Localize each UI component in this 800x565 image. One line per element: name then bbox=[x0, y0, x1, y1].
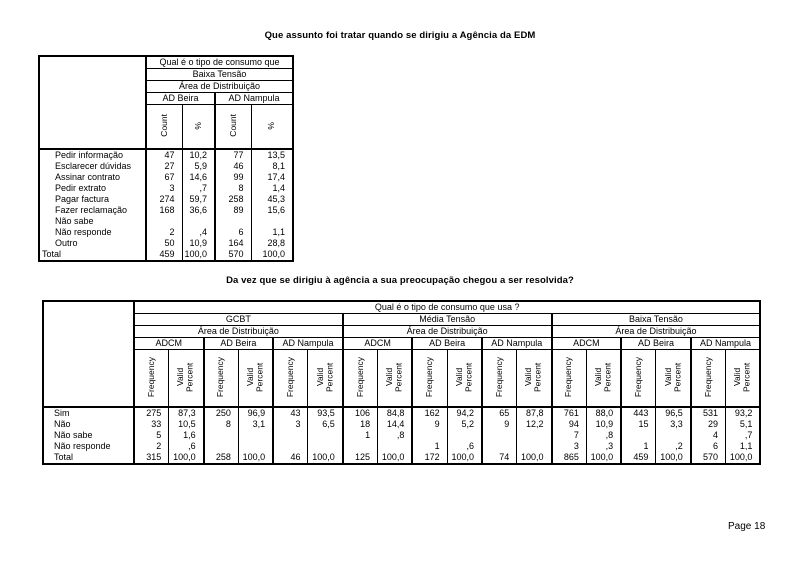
table-cell: 50 bbox=[146, 238, 182, 249]
table-cell bbox=[204, 441, 239, 452]
table-cell: 59,7 bbox=[182, 194, 215, 205]
rotated-label: Frequency bbox=[285, 356, 296, 397]
table-cell: 100,0 bbox=[169, 452, 204, 464]
rotated-label: Frequency bbox=[563, 356, 574, 397]
table-cell: 27 bbox=[146, 161, 182, 172]
table-cell: 99 bbox=[215, 172, 251, 183]
table-row bbox=[43, 430, 760, 441]
ad-header: AD Nampula bbox=[273, 338, 343, 350]
page-number: Page 18 bbox=[728, 521, 766, 532]
table-cell: 96,9 bbox=[238, 407, 273, 419]
tension-header: Média Tensão bbox=[343, 314, 552, 326]
table-cell: 93,5 bbox=[308, 407, 343, 419]
rotated-label: Valid Percent bbox=[175, 362, 195, 392]
row-label: Outro bbox=[55, 237, 78, 248]
table-cell bbox=[182, 216, 215, 227]
table-cell: 1 bbox=[343, 430, 378, 441]
row-label: Esclarecer dúvidas bbox=[55, 160, 132, 171]
table-cell: 459 bbox=[621, 452, 656, 464]
ad-header: AD Nampula bbox=[215, 93, 293, 105]
table-row bbox=[43, 441, 760, 452]
table-cell bbox=[412, 430, 447, 441]
measure-header bbox=[308, 350, 343, 407]
table-cell: 46 bbox=[273, 452, 308, 464]
table-cell: 3,3 bbox=[656, 419, 691, 430]
rotated-label: Frequency bbox=[145, 356, 156, 397]
rotated-label: Valid Percent bbox=[593, 362, 613, 392]
table1 bbox=[38, 55, 294, 262]
table-cell: 3 bbox=[273, 419, 308, 430]
table-cell: 100,0 bbox=[251, 249, 293, 261]
rotated-label: Frequency bbox=[633, 356, 644, 397]
table-row bbox=[39, 249, 293, 261]
table2 bbox=[42, 300, 761, 465]
rotated-label: Valid Percent bbox=[523, 362, 543, 392]
rotated-label: Valid Percent bbox=[453, 362, 474, 392]
table-cell: 125 bbox=[343, 452, 378, 464]
rotated-label: Frequency bbox=[702, 356, 713, 397]
row-label: Pagar factura bbox=[55, 193, 110, 204]
table-cell: 2 bbox=[146, 227, 182, 238]
table-row bbox=[39, 216, 293, 227]
table-cell: 36,6 bbox=[182, 205, 215, 216]
measure-header bbox=[146, 105, 182, 149]
table-cell: 250 bbox=[204, 407, 239, 419]
table2-title: Da vez que se dirigiu à agência a sua preocupação chegou a ser resolvida? bbox=[226, 275, 574, 286]
table-cell: ,7 bbox=[726, 430, 761, 441]
table-cell: ,4 bbox=[182, 227, 215, 238]
table-cell: 14,6 bbox=[182, 172, 215, 183]
row-label: Não sabe bbox=[55, 215, 94, 226]
measure-header bbox=[691, 350, 726, 407]
table-cell: 5,2 bbox=[447, 419, 482, 430]
table-cell: 65 bbox=[482, 407, 517, 419]
table-cell: 106 bbox=[343, 407, 378, 419]
rotated-label: Count bbox=[227, 113, 238, 137]
rotated-label: Count bbox=[158, 113, 169, 137]
table-cell: 1,1 bbox=[251, 227, 293, 238]
table-cell: 3,1 bbox=[238, 419, 273, 430]
table-cell: 5,1 bbox=[726, 419, 761, 430]
table-cell: ,6 bbox=[169, 441, 204, 452]
table-row bbox=[39, 205, 293, 216]
tension-header: Baixa Tensão bbox=[552, 314, 761, 326]
measure-header bbox=[134, 350, 169, 407]
table-cell bbox=[251, 216, 293, 227]
table-cell bbox=[482, 441, 517, 452]
table-cell: 88,0 bbox=[586, 407, 621, 419]
table-cell: 6 bbox=[215, 227, 251, 238]
table-row bbox=[39, 161, 293, 172]
table-cell bbox=[447, 430, 482, 441]
ad-header: AD Beira bbox=[621, 338, 691, 350]
table-cell: 17,4 bbox=[251, 172, 293, 183]
ad-header: ADCM bbox=[552, 338, 622, 350]
table1-header-row-question bbox=[39, 56, 293, 69]
row-label: Não responde bbox=[55, 226, 112, 237]
table-cell: 46 bbox=[215, 161, 251, 172]
table-cell: 84,8 bbox=[378, 407, 413, 419]
table-cell: 100,0 bbox=[586, 452, 621, 464]
table-cell: 28,8 bbox=[251, 238, 293, 249]
measure-header bbox=[182, 105, 215, 149]
row-label: Pedir informação bbox=[55, 149, 124, 160]
table-cell: 5 bbox=[134, 430, 169, 441]
table-cell: 18 bbox=[343, 419, 378, 430]
table-cell bbox=[482, 430, 517, 441]
table-cell: 9 bbox=[482, 419, 517, 430]
table-cell: 7 bbox=[552, 430, 587, 441]
table-cell: ,3 bbox=[586, 441, 621, 452]
table-row bbox=[43, 452, 760, 464]
table-cell: 10,5 bbox=[169, 419, 204, 430]
table-cell: 77 bbox=[215, 149, 251, 161]
row-label: Não responde bbox=[54, 440, 111, 451]
measure-header bbox=[251, 105, 293, 149]
table-cell bbox=[517, 430, 552, 441]
measure-header bbox=[552, 350, 587, 407]
table-cell: 275 bbox=[134, 407, 169, 419]
area-header: Área de Distribuição bbox=[134, 326, 343, 338]
table-cell: 8 bbox=[204, 419, 239, 430]
measure-header bbox=[412, 350, 447, 407]
table-cell: 1,6 bbox=[169, 430, 204, 441]
table-cell: ,6 bbox=[447, 441, 482, 452]
table-cell: 3 bbox=[552, 441, 587, 452]
table-cell: ,8 bbox=[378, 430, 413, 441]
table-cell bbox=[273, 430, 308, 441]
corner-cell bbox=[43, 301, 134, 407]
table-cell bbox=[308, 430, 343, 441]
rotated-label: Frequency bbox=[215, 356, 226, 397]
table-cell: 10,2 bbox=[182, 149, 215, 161]
table-cell: 67 bbox=[146, 172, 182, 183]
table-cell bbox=[378, 441, 413, 452]
table1-title: Que assunto foi tratar quando se dirigiu a Agência da EDM bbox=[264, 30, 536, 41]
table-cell: 100,0 bbox=[378, 452, 413, 464]
table-row bbox=[39, 183, 293, 194]
row-label: Fazer reclamação bbox=[55, 204, 128, 215]
table-cell: ,2 bbox=[656, 441, 691, 452]
table-cell: 531 bbox=[691, 407, 726, 419]
row-label: Pedir extrato bbox=[55, 182, 107, 193]
rotated-label: Valid Percent bbox=[384, 362, 404, 392]
table-cell: 14,4 bbox=[378, 419, 413, 430]
rotated-label: % bbox=[192, 121, 203, 130]
table-cell: 8 bbox=[215, 183, 251, 194]
table-cell: 168 bbox=[146, 205, 182, 216]
table-cell bbox=[273, 441, 308, 452]
tension-header: GCBT bbox=[134, 314, 343, 326]
table-cell: 315 bbox=[134, 452, 169, 464]
table2-header-row-question bbox=[43, 301, 760, 314]
table2-header-row-tension bbox=[43, 314, 760, 326]
rotated-label: Valid Percent bbox=[662, 362, 683, 392]
ad-header: AD Nampula bbox=[482, 338, 552, 350]
table-cell: 258 bbox=[204, 452, 239, 464]
table-cell bbox=[238, 430, 273, 441]
table-cell: 570 bbox=[691, 452, 726, 464]
table-cell bbox=[656, 430, 691, 441]
table-cell: 10,9 bbox=[182, 238, 215, 249]
table-cell: 74 bbox=[482, 452, 517, 464]
table-cell: ,8 bbox=[586, 430, 621, 441]
table-cell: 9 bbox=[412, 419, 447, 430]
ad-header: AD Beira bbox=[412, 338, 482, 350]
table-row bbox=[43, 419, 760, 430]
table-cell: 1,4 bbox=[251, 183, 293, 194]
rotated-label: Valid Percent bbox=[245, 362, 265, 392]
table-row bbox=[39, 238, 293, 249]
row-label: Assinar contrato bbox=[55, 171, 121, 182]
table-cell: 164 bbox=[215, 238, 251, 249]
table-cell: 4 bbox=[691, 430, 726, 441]
table-cell bbox=[308, 441, 343, 452]
table-cell: 162 bbox=[412, 407, 447, 419]
table-cell: 100,0 bbox=[447, 452, 482, 464]
rotated-label: Valid Percent bbox=[732, 362, 752, 392]
row-label: Total bbox=[54, 451, 74, 462]
measure-header bbox=[204, 350, 239, 407]
table-cell: 10,9 bbox=[586, 419, 621, 430]
measure-header bbox=[482, 350, 517, 407]
table-cell: 100,0 bbox=[238, 452, 273, 464]
table-cell: 89 bbox=[215, 205, 251, 216]
measure-header bbox=[169, 350, 204, 407]
table-cell bbox=[146, 216, 182, 227]
rotated-label: Frequency bbox=[493, 356, 504, 397]
table-cell: 258 bbox=[215, 194, 251, 205]
row-label: Total bbox=[42, 248, 62, 259]
ad-header: AD Beira bbox=[204, 338, 274, 350]
table-row bbox=[43, 407, 760, 419]
table-cell: 33 bbox=[134, 419, 169, 430]
table-cell: 29 bbox=[691, 419, 726, 430]
table-cell: 1 bbox=[621, 441, 656, 452]
table-cell bbox=[215, 216, 251, 227]
table-cell: 87,3 bbox=[169, 407, 204, 419]
measure-header bbox=[517, 350, 552, 407]
table-cell: 93,2 bbox=[726, 407, 761, 419]
ad-header: ADCM bbox=[134, 338, 204, 350]
ad-header: AD Nampula bbox=[691, 338, 761, 350]
table-cell: 443 bbox=[621, 407, 656, 419]
table2-header-row-area bbox=[43, 326, 760, 338]
table-cell: 274 bbox=[146, 194, 182, 205]
table-cell: 172 bbox=[412, 452, 447, 464]
table-cell bbox=[621, 430, 656, 441]
table-cell bbox=[238, 441, 273, 452]
tension-header: Baixa Tensão bbox=[146, 69, 293, 81]
measure-header bbox=[378, 350, 413, 407]
table-cell: 761 bbox=[552, 407, 587, 419]
table-cell: 6 bbox=[691, 441, 726, 452]
table-row bbox=[39, 227, 293, 238]
table-cell: 1 bbox=[412, 441, 447, 452]
table-cell: 87,8 bbox=[517, 407, 552, 419]
table-cell: 94,2 bbox=[447, 407, 482, 419]
table-cell bbox=[517, 441, 552, 452]
area-header: Área de Distribuição bbox=[552, 326, 761, 338]
table2-header-row-measures bbox=[43, 350, 760, 407]
area-header: Área de Distribuição bbox=[343, 326, 552, 338]
measure-header bbox=[621, 350, 656, 407]
table-cell: 12,2 bbox=[517, 419, 552, 430]
row-label: Não bbox=[54, 418, 71, 429]
table-cell: 100,0 bbox=[517, 452, 552, 464]
table-cell: 45,3 bbox=[251, 194, 293, 205]
table-cell: 1,1 bbox=[726, 441, 761, 452]
measure-header bbox=[447, 350, 482, 407]
measure-header bbox=[343, 350, 378, 407]
question-header: Qual é o tipo de consumo que usa ? bbox=[134, 301, 760, 314]
area-header: Área de Distribuição bbox=[146, 81, 293, 93]
measure-header bbox=[726, 350, 761, 407]
table-cell bbox=[204, 430, 239, 441]
measure-header bbox=[215, 105, 251, 149]
table-cell: 6,5 bbox=[308, 419, 343, 430]
table-cell: 8,1 bbox=[251, 161, 293, 172]
table-cell: 2 bbox=[134, 441, 169, 452]
rotated-label: % bbox=[266, 121, 276, 130]
table-row bbox=[39, 149, 293, 161]
table-cell bbox=[343, 441, 378, 452]
rotated-label: Frequency bbox=[354, 356, 365, 397]
table-cell: 100,0 bbox=[308, 452, 343, 464]
measure-header bbox=[586, 350, 621, 407]
ad-header: AD Beira bbox=[146, 93, 215, 105]
table-cell: 459 bbox=[146, 249, 182, 261]
row-label: Não sabe bbox=[54, 429, 93, 440]
row-label: Sim bbox=[54, 407, 70, 418]
table-cell: 100,0 bbox=[656, 452, 691, 464]
question-header: Qual é o tipo de consumo que bbox=[146, 56, 293, 69]
table-cell: ,7 bbox=[182, 183, 215, 194]
rotated-label: Frequency bbox=[424, 356, 435, 397]
ad-header: ADCM bbox=[343, 338, 413, 350]
rotated-label: Valid Percent bbox=[314, 362, 335, 392]
measure-header bbox=[238, 350, 273, 407]
table-cell: 94 bbox=[552, 419, 587, 430]
table-cell: 15,6 bbox=[251, 205, 293, 216]
table-cell: 13,5 bbox=[251, 149, 293, 161]
table-cell: 100,0 bbox=[182, 249, 215, 261]
measure-header bbox=[273, 350, 308, 407]
table2-header-row-ad bbox=[43, 338, 760, 350]
table-cell: 96,5 bbox=[656, 407, 691, 419]
table-row bbox=[39, 194, 293, 205]
table-row bbox=[39, 172, 293, 183]
table-cell: 100,0 bbox=[726, 452, 761, 464]
table-cell: 43 bbox=[273, 407, 308, 419]
table-cell: 5,9 bbox=[182, 161, 215, 172]
table-cell: 47 bbox=[146, 149, 182, 161]
measure-header bbox=[656, 350, 691, 407]
table-cell: 865 bbox=[552, 452, 587, 464]
table-cell: 570 bbox=[215, 249, 251, 261]
table-cell: 3 bbox=[146, 183, 182, 194]
table-cell: 15 bbox=[621, 419, 656, 430]
corner-cell bbox=[39, 56, 146, 149]
